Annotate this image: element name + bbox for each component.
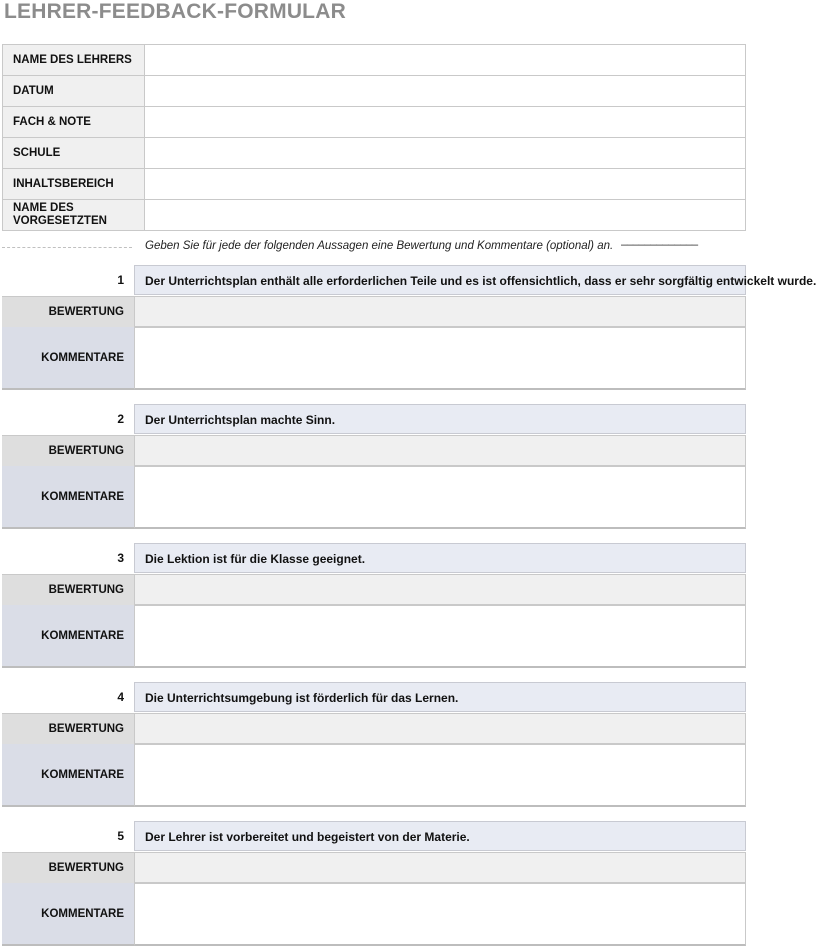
question-statement: Der Unterrichtsplan machte Sinn. <box>134 404 746 434</box>
comments-label: KOMMENTARE <box>2 327 134 390</box>
comments-field[interactable] <box>134 883 746 946</box>
comments-label: KOMMENTARE <box>2 744 134 807</box>
content-area-label: INHALTSBEREICH <box>3 169 145 200</box>
rating-label: BEWERTUNG <box>2 435 134 466</box>
teacher-info-table <box>2 44 746 231</box>
question-block-2 <box>2 404 746 530</box>
rating-label: BEWERTUNG <box>2 574 134 605</box>
comments-label: KOMMENTARE <box>2 466 134 529</box>
teacher-name-field[interactable] <box>145 45 746 76</box>
info-row <box>3 45 746 76</box>
question-number: 2 <box>117 412 124 426</box>
question-number: 5 <box>117 829 124 843</box>
rating-label: BEWERTUNG <box>2 296 134 327</box>
comments-field[interactable] <box>134 466 746 529</box>
form-title: LEHRER-FEEDBACK-FORMULAR <box>4 0 346 23</box>
comments-label: KOMMENTARE <box>2 605 134 668</box>
date-label: DATUM <box>3 76 145 107</box>
info-row <box>3 200 746 231</box>
supervisor-name-field[interactable] <box>145 200 746 231</box>
info-row <box>3 76 746 107</box>
question-block-4 <box>2 682 746 808</box>
rating-field[interactable] <box>134 713 746 744</box>
supervisor-name-label: NAME DES VORGESETZTEN <box>3 200 145 231</box>
content-area-field[interactable] <box>145 169 746 200</box>
question-number: 3 <box>117 551 124 565</box>
comments-field[interactable] <box>134 605 746 668</box>
info-row <box>3 169 746 200</box>
rating-field[interactable] <box>134 296 746 327</box>
question-block-3 <box>2 543 746 669</box>
question-statement: Die Lektion ist für die Klasse geeignet. <box>134 543 746 573</box>
subject-grade-field[interactable] <box>145 107 746 138</box>
question-block-5 <box>2 821 746 947</box>
teacher-name-label: NAME DES LEHRERS <box>3 45 145 76</box>
info-row <box>3 138 746 169</box>
dashed-divider <box>2 247 132 248</box>
question-statement: Der Lehrer ist vorbereitet und begeistert von der Materie. <box>134 821 746 851</box>
info-row <box>3 107 746 138</box>
rating-label: BEWERTUNG <box>2 852 134 883</box>
school-label: SCHULE <box>3 138 145 169</box>
question-number: 4 <box>117 690 124 704</box>
rating-field[interactable] <box>134 574 746 605</box>
comments-label: KOMMENTARE <box>2 883 134 946</box>
question-statement: Der Unterrichtsplan enthält alle erforderlichen Teile und es ist offensichtlich, dass er sehr sorgfältig entwickelt wurde. <box>134 265 746 295</box>
instructions-text: Geben Sie für jede der folgenden Aussagen eine Bewertung und Kommentare (optional) an. <box>145 240 614 252</box>
rating-field[interactable] <box>134 435 746 466</box>
question-statement: Die Unterrichtsumgebung ist förderlich für das Lernen. <box>134 682 746 712</box>
date-field[interactable] <box>145 76 746 107</box>
question-number: 1 <box>117 273 124 287</box>
comments-field[interactable] <box>134 327 746 390</box>
school-field[interactable] <box>145 138 746 169</box>
comments-field[interactable] <box>134 744 746 807</box>
rating-field[interactable] <box>134 852 746 883</box>
rating-label: BEWERTUNG <box>2 713 134 744</box>
trailing-dashes: ––––––––––––– <box>621 239 698 251</box>
subject-grade-label: FACH & NOTE <box>3 107 145 138</box>
instructions <box>2 239 746 255</box>
question-block-1 <box>2 265 816 391</box>
